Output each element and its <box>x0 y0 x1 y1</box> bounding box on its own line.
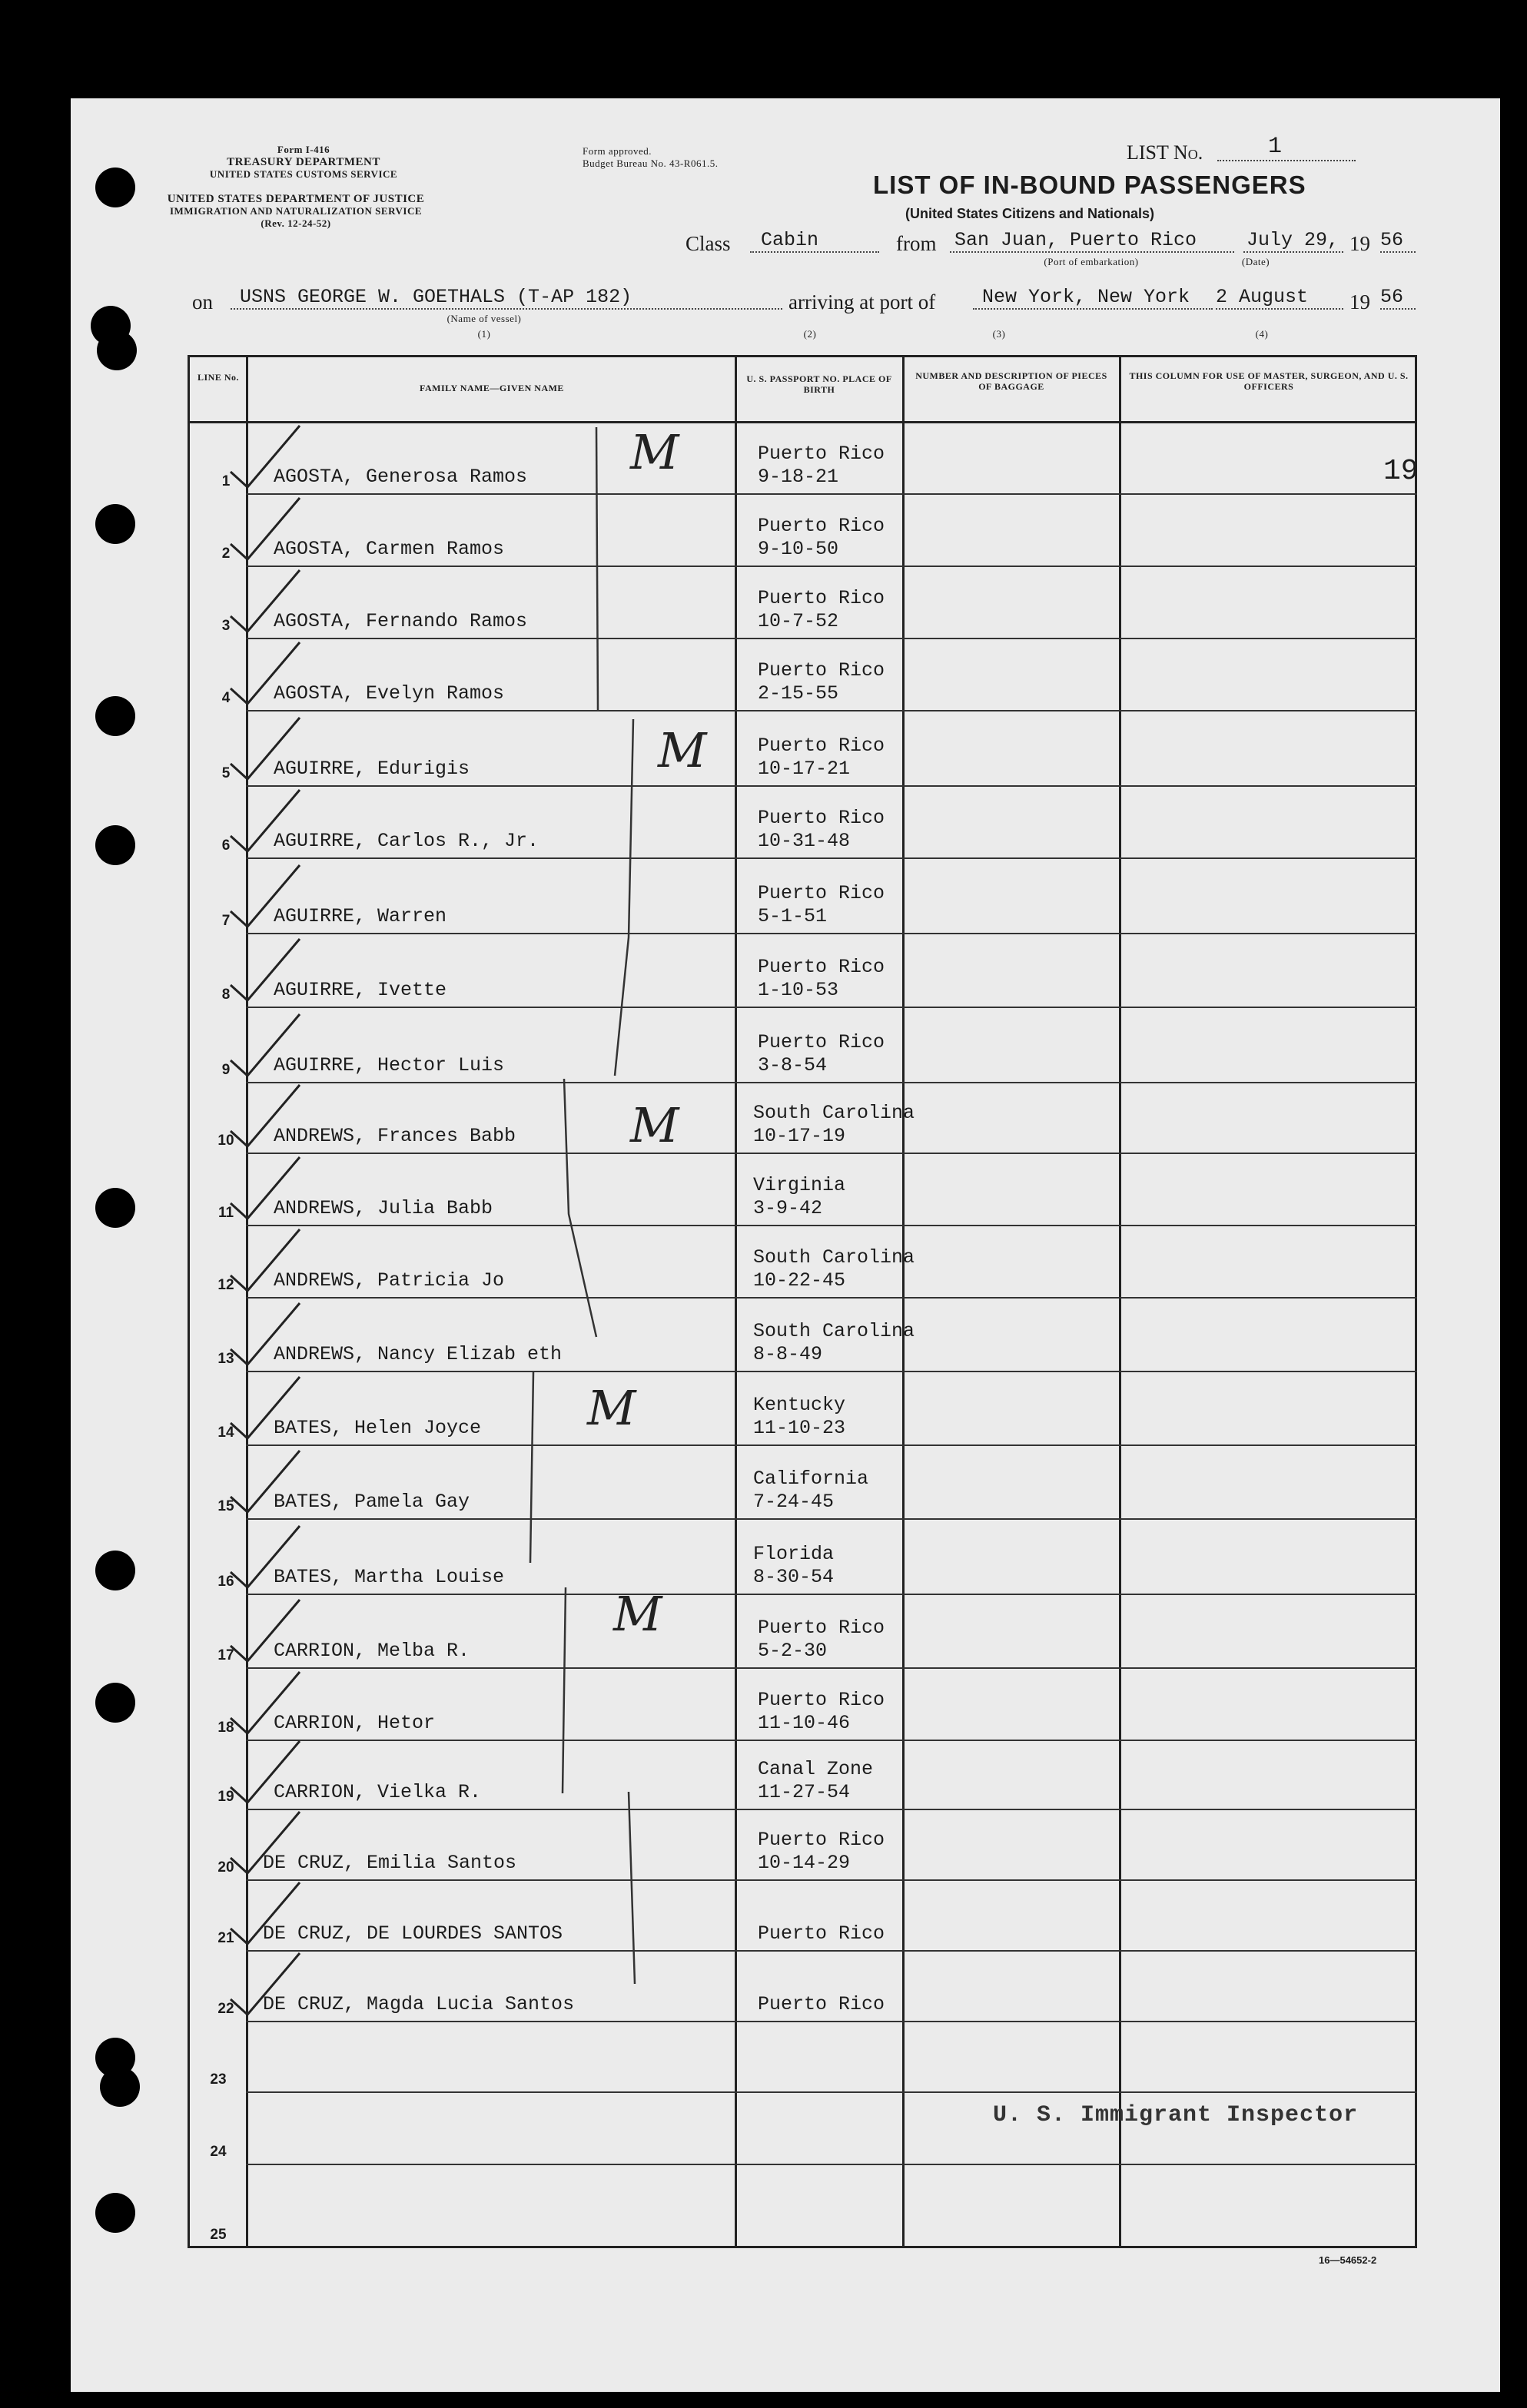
place-of-birth: Puerto Rico <box>758 735 885 757</box>
check-mark <box>231 1377 300 1438</box>
line-number: 3 <box>221 618 231 634</box>
caption-1: (1) <box>477 328 491 340</box>
passenger-name: CARRION, Vielka R. <box>274 1781 482 1803</box>
departure-date: July 29, <box>1243 229 1343 253</box>
place-of-birth: Puerto Rico <box>758 1031 885 1053</box>
line-number: 14 <box>217 1425 234 1441</box>
check-mark <box>231 570 300 632</box>
handwritten-m-mark: M <box>630 1097 679 1153</box>
check-mark <box>231 642 300 704</box>
passenger-name: ANDREWS, Julia Babb <box>274 1197 493 1219</box>
birth-date: 7-24-45 <box>753 1491 835 1513</box>
arriving-label: arriving at port of <box>788 290 936 313</box>
place-of-birth: Puerto Rico <box>758 1993 885 2015</box>
justice-dept: UNITED STATES DEPARTMENT OF JUSTICE <box>167 193 425 205</box>
line-number: 19 <box>217 1789 234 1805</box>
birth-date: 10-7-52 <box>758 610 839 632</box>
line-number: 23 <box>210 2071 227 2088</box>
line-number: 13 <box>217 1351 234 1367</box>
birth-date: 9-10-50 <box>758 538 839 560</box>
passenger-name: CARRION, Melba R. <box>274 1640 470 1662</box>
budget-bureau: Budget Bureau No. 43-R061.5. <box>583 158 719 169</box>
date-caption: (Date) <box>1241 256 1270 267</box>
place-of-birth: Puerto Rico <box>758 587 885 609</box>
port-of-embarkation: San Juan, Puerto Rico <box>950 229 1234 253</box>
passenger-name: DE CRUZ, Magda Lucia Santos <box>263 1993 575 2015</box>
place-of-birth: Puerto Rico <box>758 1689 885 1711</box>
ins-service: IMMIGRATION AND NATURALIZATION SERVICE <box>169 205 423 217</box>
place-of-birth: Puerto Rico <box>758 882 885 904</box>
passenger-name: DE CRUZ, DE LOURDES SANTOS <box>263 1922 563 1945</box>
passenger-name: AGUIRRE, Ivette <box>274 979 447 1001</box>
form-number: Form I-416 <box>277 144 330 155</box>
col-header-baggage: NUMBER AND DESCRIPTION OF PIECES OF BAGGAGE <box>915 370 1107 392</box>
place-of-birth: Florida <box>753 1543 835 1565</box>
check-mark <box>231 1229 300 1291</box>
check-mark <box>231 718 300 779</box>
passenger-name: AGUIRRE, Edurigis <box>274 758 470 780</box>
line-number: 4 <box>221 690 231 706</box>
birth-date: 11-10-46 <box>758 1712 851 1734</box>
col-header-passport: U. S. PASSPORT NO. PLACE OF BIRTH <box>746 373 892 395</box>
form-approved: Form approved. <box>583 145 652 157</box>
arrival-date: 2 August <box>1216 286 1343 310</box>
vessel-caption: (Name of vessel) <box>446 313 522 324</box>
place-of-birth: South Carolina <box>753 1102 915 1124</box>
place-of-birth: Puerto Rico <box>758 1617 885 1639</box>
line-number: 16 <box>217 1574 234 1590</box>
arrival-port: New York, New York <box>973 286 1213 310</box>
place-of-birth: Puerto Rico <box>758 956 885 978</box>
line-number: 1 <box>221 473 231 489</box>
place-of-birth: South Carolina <box>753 1320 915 1342</box>
inspector-stamp: U. S. Immigrant Inspector <box>993 2102 1359 2128</box>
list-no-label: LIST No. <box>1127 141 1203 164</box>
arrival-year: 56 <box>1380 286 1416 310</box>
place-of-birth: California <box>753 1468 869 1490</box>
check-mark <box>231 1451 300 1512</box>
check-mark <box>231 1014 300 1076</box>
check-mark <box>231 865 300 927</box>
list-no-value: 1 <box>1217 134 1356 161</box>
birth-date: 11-10-23 <box>753 1417 846 1439</box>
passenger-name: AGOSTA, Carmen Ramos <box>274 538 505 560</box>
class-value: Cabin <box>750 229 879 253</box>
place-of-birth: Puerto Rico <box>758 1922 885 1945</box>
check-mark <box>231 1812 300 1873</box>
birth-date: 5-2-30 <box>758 1640 828 1662</box>
passenger-name: DE CRUZ, Emilia Santos <box>263 1852 517 1874</box>
passenger-name: ANDREWS, Nancy Elizab eth <box>274 1343 563 1365</box>
passenger-name: AGUIRRE, Carlos R., Jr. <box>274 830 539 852</box>
line-number: 7 <box>221 913 231 929</box>
passenger-name: AGOSTA, Evelyn Ramos <box>274 682 505 705</box>
line-number: 9 <box>221 1062 231 1078</box>
passenger-name: BATES, Pamela Gay <box>274 1491 470 1513</box>
handwritten-m-mark: M <box>587 1380 636 1436</box>
check-mark <box>231 790 300 851</box>
caption-2: (2) <box>803 328 817 340</box>
place-of-birth: Canal Zone <box>758 1758 874 1780</box>
passenger-name: AGOSTA, Fernando Ramos <box>274 610 528 632</box>
birth-date: 8-30-54 <box>753 1566 835 1588</box>
line-number: 25 <box>210 2227 227 2243</box>
birth-date: 1-10-53 <box>758 979 839 1001</box>
birth-date: 10-17-19 <box>753 1125 846 1147</box>
place-of-birth: South Carolina <box>753 1246 915 1269</box>
departure-year: 56 <box>1380 229 1416 253</box>
check-mark <box>231 1882 300 1944</box>
check-mark <box>231 1526 300 1587</box>
line-number: 8 <box>221 987 231 1003</box>
line-number: 11 <box>217 1205 234 1221</box>
passenger-name: ANDREWS, Patricia Jo <box>274 1269 505 1292</box>
birth-date: 5-1-51 <box>758 905 828 927</box>
birth-date: 2-15-55 <box>758 682 839 705</box>
line-number: 21 <box>217 1930 234 1946</box>
check-mark <box>231 1953 300 2015</box>
check-mark <box>231 498 300 559</box>
place-of-birth: Puerto Rico <box>758 443 885 465</box>
birth-date: 10-31-48 <box>758 830 851 852</box>
arrival-year-prefix: 19 <box>1349 290 1370 313</box>
form-subtitle: (United States Citizens and Nationals) <box>905 206 1155 221</box>
line-number: 10 <box>217 1133 234 1149</box>
handwritten-m-mark: M <box>613 1586 662 1642</box>
line-number: 2 <box>221 546 231 562</box>
col-header-name: FAMILY NAME—GIVEN NAME <box>420 383 564 393</box>
page-number: 19 <box>1383 455 1419 488</box>
line-number: 5 <box>221 765 231 781</box>
passenger-name: ANDREWS, Frances Babb <box>274 1125 516 1147</box>
birth-date: 3-8-54 <box>758 1054 828 1076</box>
birth-date: 3-9-42 <box>753 1197 823 1219</box>
birth-date: 9-18-21 <box>758 466 839 488</box>
line-number: 20 <box>217 1859 234 1876</box>
form-code: 16—54652-2 <box>1319 2254 1377 2266</box>
handwritten-m-mark: M <box>658 722 707 778</box>
check-mark <box>231 1303 300 1365</box>
handwritten-m-mark: M <box>630 424 679 480</box>
birth-date: 10-14-29 <box>758 1852 851 1874</box>
port-caption: (Port of embarkation) <box>1044 256 1139 267</box>
birth-date: 8-8-49 <box>753 1343 823 1365</box>
treasury-dept: TREASURY DEPARTMENT <box>227 156 380 168</box>
passenger-name: AGUIRRE, Hector Luis <box>274 1054 505 1076</box>
passenger-name: AGUIRRE, Warren <box>274 905 447 927</box>
col-header-line-no: LINE No. <box>197 372 239 383</box>
customs-service: UNITED STATES CUSTOMS SERVICE <box>209 168 398 180</box>
on-label: on <box>192 290 213 313</box>
birth-date: 11-27-54 <box>758 1781 851 1803</box>
line-number: 15 <box>217 1498 234 1514</box>
col-header-officers: THIS COLUMN FOR USE OF MASTER, SURGEON, AND U. S. OFFICERS <box>1129 370 1409 392</box>
check-mark <box>231 1085 300 1146</box>
passenger-name: BATES, Martha Louise <box>274 1566 505 1588</box>
caption-3: (3) <box>992 328 1006 340</box>
place-of-birth: Puerto Rico <box>758 1829 885 1851</box>
line-number: 12 <box>217 1277 234 1293</box>
check-mark <box>231 939 300 1000</box>
line-number: 6 <box>221 837 231 854</box>
caption-4: (4) <box>1255 328 1269 340</box>
place-of-birth: Puerto Rico <box>758 807 885 829</box>
check-mark <box>231 426 300 487</box>
from-label: from <box>896 232 937 255</box>
check-mark <box>231 1600 300 1661</box>
line-number: 22 <box>217 2001 234 2017</box>
place-of-birth: Virginia <box>753 1174 846 1196</box>
class-label: Class <box>685 232 731 255</box>
birth-date: 10-22-45 <box>753 1269 846 1292</box>
passenger-name: AGOSTA, Generosa Ramos <box>274 466 528 488</box>
form-title: LIST OF IN-BOUND PASSENGERS <box>873 171 1306 199</box>
line-number: 24 <box>210 2144 227 2160</box>
vessel-name: USNS GEORGE W. GOETHALS (T-AP 182) <box>231 286 782 310</box>
place-of-birth: Kentucky <box>753 1394 846 1416</box>
check-mark <box>231 1157 300 1219</box>
place-of-birth: Puerto Rico <box>758 515 885 537</box>
passenger-name: CARRION, Hetor <box>274 1712 436 1734</box>
passenger-name: BATES, Helen Joyce <box>274 1417 482 1439</box>
line-number: 17 <box>217 1647 234 1663</box>
form-revision: (Rev. 12-24-52) <box>261 217 331 229</box>
place-of-birth: Puerto Rico <box>758 659 885 682</box>
line-number: 18 <box>217 1720 234 1736</box>
check-mark <box>231 1741 300 1803</box>
year-prefix: 19 <box>1349 232 1370 255</box>
birth-date: 10-17-21 <box>758 758 851 780</box>
check-mark <box>231 1672 300 1733</box>
